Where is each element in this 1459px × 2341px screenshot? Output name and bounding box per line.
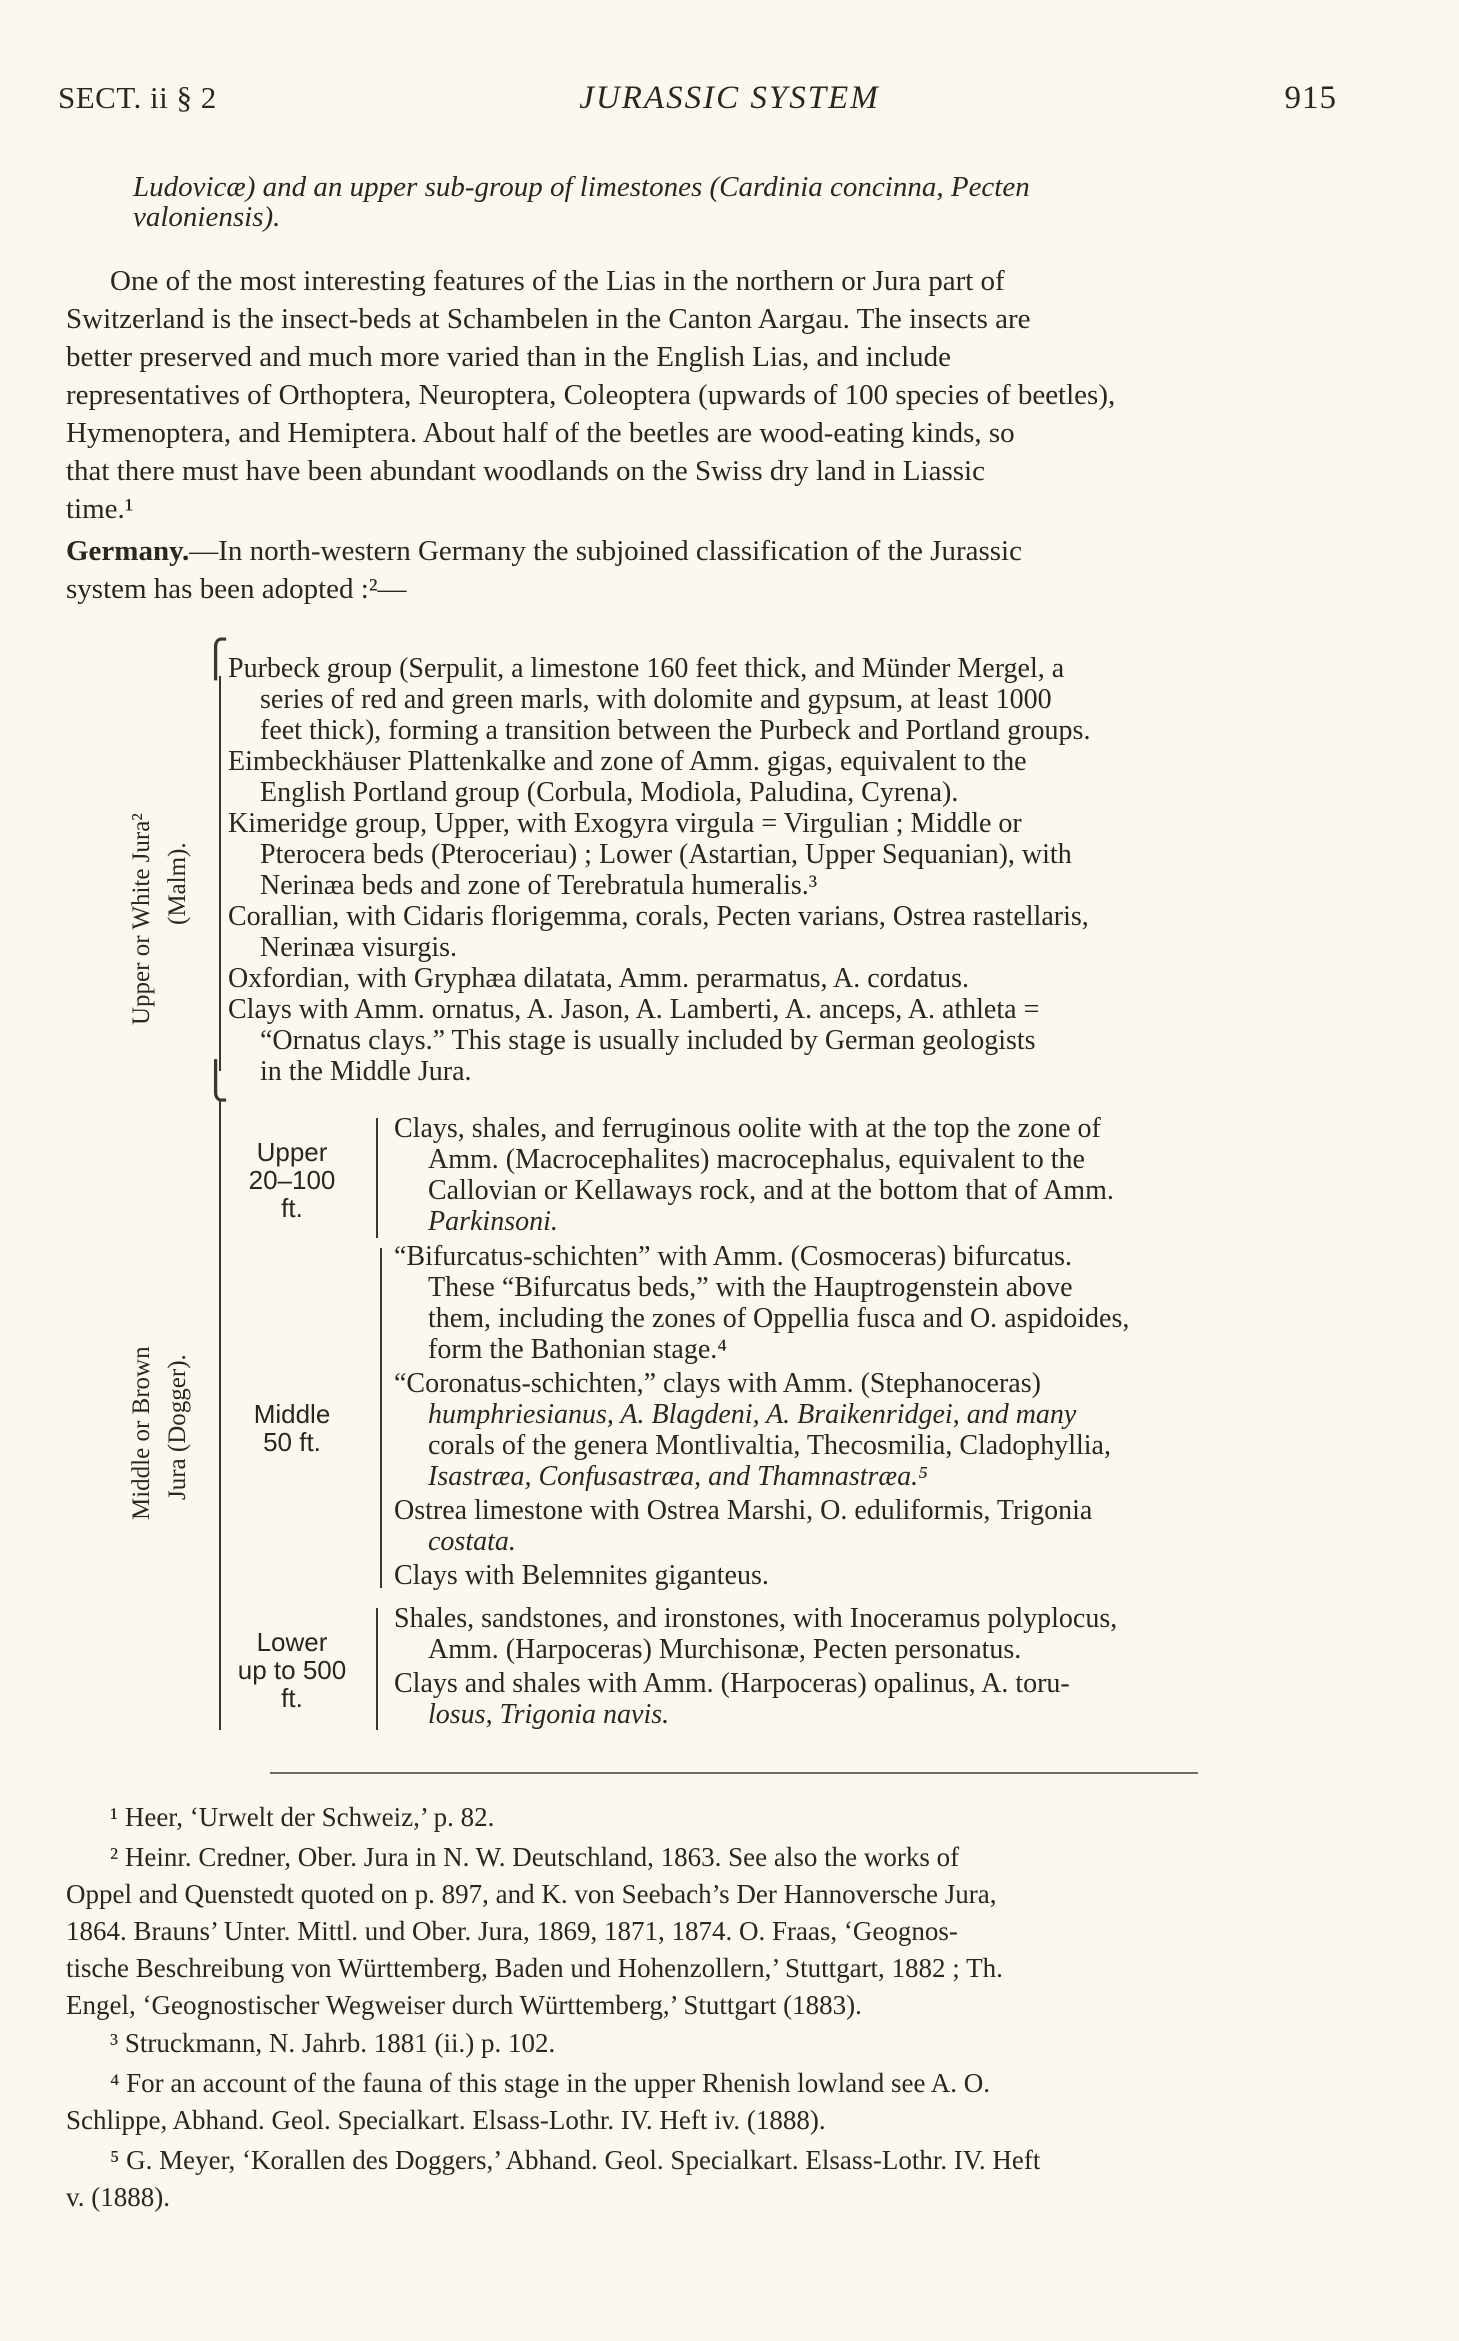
label-line: Lower — [256, 1627, 328, 1657]
middle-division-line: Clays with Belemnites giganteus. — [394, 1560, 769, 1591]
lower-division-line: Clays and shales with Amm. (Harpoceras) opalinus, A. toru- — [394, 1668, 1070, 1699]
brace-top-glyph: ⎧ — [202, 639, 229, 679]
upper-division-line: Amm. (Macrocephalites) macrocephalus, equivalent to the — [428, 1144, 1085, 1175]
upper-jura-line: Nerinæa beds and zone of Terebratula humeralis.³ — [260, 870, 818, 901]
upper-jura-line: Oxfordian, with Gryphæa dilatata, Amm. perarmatus, A. cordatus. — [228, 963, 970, 994]
label-line: 20–100 — [248, 1165, 336, 1195]
footnote: ² Heinr. Credner, Ober. Jura in N. W. Deutschland, 1863. See also the works of — [110, 1842, 960, 1872]
lower-division-line: Shales, sandstones, and ironstones, with Inoceramus polyplocus, — [394, 1603, 1118, 1634]
footnote: ³ Struckmann, N. Jahrb. 1881 (ii.) p. 102. — [110, 2028, 556, 2058]
middle-division-line: “Bifurcatus-schichten” with Amm. (Cosmoceras) bifurcatus. — [394, 1241, 1073, 1272]
footnote-continued: 1864. Brauns’ Unter. Mittl. und Ober. Jura, 1869, 1871, 1874. O. Fraas, ‘Geognos- — [66, 1916, 958, 1946]
label-line: ft. — [281, 1193, 303, 1223]
germany-text: —In north-western Germany the subjoined classification of the Jurassic — [189, 535, 1022, 567]
middle-division-line: corals of the genera Montlivaltia, Thecosmilia, Cladophyllia, — [428, 1430, 1111, 1461]
upper-jura-line: Clays with Amm. ornatus, A. Jason, A. Lamberti, A. anceps, A. athleta = — [228, 994, 1040, 1025]
running-title: JURASSIC SYSTEM — [579, 80, 880, 116]
middle-division-label — [232, 1400, 352, 1456]
middle-division-line: them, including the zones of Oppellia fusca and O. aspidoides, — [428, 1303, 1130, 1334]
paragraph-line: better preserved and much more varied than in the English Lias, and include — [66, 341, 952, 373]
footnote: ⁴ For an account of the fauna of this stage in the upper Rhenish lowland see A. O. — [110, 2068, 990, 2098]
intro-line: Ludovicæ) and an upper sub-group of limestones (Cardinia concinna, Pecten — [133, 171, 1030, 203]
upper-jura-line: Corallian, with Cidaris florigemma, corals, Pecten varians, Ostrea rastellaris, — [228, 901, 1089, 932]
upper-division-line: Parkinsoni. — [428, 1206, 558, 1237]
middle-division-line: humphriesianus, A. Blagdeni, A. Braikenridgei, and many — [428, 1399, 1077, 1430]
middle-jura-label: Middle or Brown — [128, 1346, 155, 1520]
lower-division-label — [222, 1628, 362, 1712]
upper-jura-label: Upper or White Jura² — [128, 813, 155, 1025]
intro-line: valoniensis). — [133, 201, 281, 233]
germany-heading: Germany. — [66, 535, 190, 567]
paragraph-line: that there must have been abundant woodlands on the Swiss dry land in Liassic — [66, 455, 985, 487]
footnote: ¹ Heer, ‘Urwelt der Schweiz,’ p. 82. — [110, 1802, 495, 1832]
middle-jura-label-dogger: Jura (Dogger). — [164, 1354, 191, 1500]
paragraph-line: Hymenoptera, and Hemiptera. About half of the beetles are wood-eating kinds, so — [66, 417, 1015, 449]
footnote-continued: Schlippe, Abhand. Geol. Specialkart. Elsass-Lothr. IV. Heft iv. (1888). — [66, 2105, 826, 2135]
middle-division-line: Isastræa, Confusastræa, and Thamnastræa.⁵ — [428, 1461, 928, 1492]
germany-paragraph-line — [66, 532, 1022, 570]
upper-jura-line: Purbeck group (Serpulit, a limestone 160 feet thick, and Münder Mergel, a — [228, 653, 1065, 684]
upper-jura-line: feet thick), forming a transition between the Purbeck and Portland groups. — [260, 715, 1091, 746]
lower-division-line: losus, Trigonia navis. — [428, 1699, 670, 1730]
germany-paragraph-line: system has been adopted :²— — [66, 573, 407, 605]
label-line: up to 500 — [237, 1655, 347, 1685]
label-line: Middle — [253, 1399, 331, 1429]
brace-bottom-glyph: ⎩ — [202, 1061, 229, 1101]
upper-division-line: Callovian or Kellaways rock, and at the bottom that of Amm. — [428, 1175, 1114, 1206]
middle-division-line: costata. — [428, 1526, 516, 1557]
label-line: ft. — [281, 1683, 303, 1713]
brace-upper-jura — [219, 676, 221, 1071]
label-line: 50 ft. — [263, 1427, 321, 1457]
upper-jura-line: Nerinæa visurgis. — [260, 932, 458, 963]
brace-middle-division — [380, 1248, 382, 1588]
upper-jura-label-malm: (Malm). — [164, 842, 191, 925]
section-label: SECT. ii § 2 — [58, 80, 217, 115]
paragraph-line: representatives of Orthoptera, Neuroptera, Coleoptera (upwards of 100 species of beetles), — [66, 379, 1116, 411]
footnote-continued: tische Beschreibung von Württemberg, Baden und Hohenzollern,’ Stuttgart, 1882 ; Th. — [66, 1953, 1003, 1983]
paragraph-line: One of the most interesting features of the Lias in the northern or Jura part of — [110, 265, 1005, 297]
brace-lower-division — [376, 1608, 378, 1730]
lower-division-line: Amm. (Harpoceras) Murchisonæ, Pecten personatus. — [428, 1634, 1022, 1665]
footnote-continued: Oppel and Quenstedt quoted on p. 897, and K. von Seebach’s Der Hannoversche Jura, — [66, 1879, 997, 1909]
page-number: 915 — [1284, 80, 1337, 116]
paragraph-line: time.¹ — [66, 493, 134, 525]
footnote-continued: v. (1888). — [66, 2182, 170, 2212]
middle-division-line: form the Bathonian stage.⁴ — [428, 1334, 728, 1365]
footnote-continued: Engel, ‘Geognostischer Wegweiser durch Württemberg,’ Stuttgart (1883). — [66, 1990, 862, 2020]
middle-division-line: These “Bifurcatus beds,” with the Hauptrogenstein above — [428, 1272, 1073, 1303]
upper-jura-line: Kimeridge group, Upper, with Exogyra virgula = Virgulian ; Middle or — [228, 808, 1022, 839]
upper-jura-line: Pterocera beds (Pteroceriau) ; Lower (Astartian, Upper Sequanian), with — [260, 839, 1072, 870]
upper-division-label — [232, 1138, 352, 1222]
middle-division-line: “Coronatus-schichten,” clays with Amm. (Stephanoceras) — [394, 1368, 1041, 1399]
upper-division-line: Clays, shales, and ferruginous oolite with at the top the zone of — [394, 1113, 1101, 1144]
upper-jura-line: series of red and green marls, with dolomite and gypsum, at least 1000 — [260, 684, 1052, 715]
paragraph-line: Switzerland is the insect-beds at Schambelen in the Canton Aargau. The insects are — [66, 303, 1031, 335]
brace-middle-jura — [219, 1100, 221, 1730]
upper-jura-line: English Portland group (Corbula, Modiola, Paludina, Cyrena). — [260, 777, 959, 808]
upper-jura-line: in the Middle Jura. — [260, 1056, 472, 1087]
footnote: ⁵ G. Meyer, ‘Korallen des Doggers,’ Abhand. Geol. Specialkart. Elsass-Lothr. IV. Heft — [110, 2145, 1041, 2175]
upper-jura-line: “Ornatus clays.” This stage is usually included by German geologists — [260, 1025, 1036, 1056]
upper-jura-line: Eimbeckhäuser Plattenkalke and zone of Amm. gigas, equivalent to the — [228, 746, 1027, 777]
label-line: Upper — [256, 1137, 328, 1167]
brace-upper-division — [376, 1118, 378, 1238]
footnote-divider — [270, 1772, 1198, 1774]
middle-division-line: Ostrea limestone with Ostrea Marshi, O. eduliformis, Trigonia — [394, 1495, 1093, 1526]
